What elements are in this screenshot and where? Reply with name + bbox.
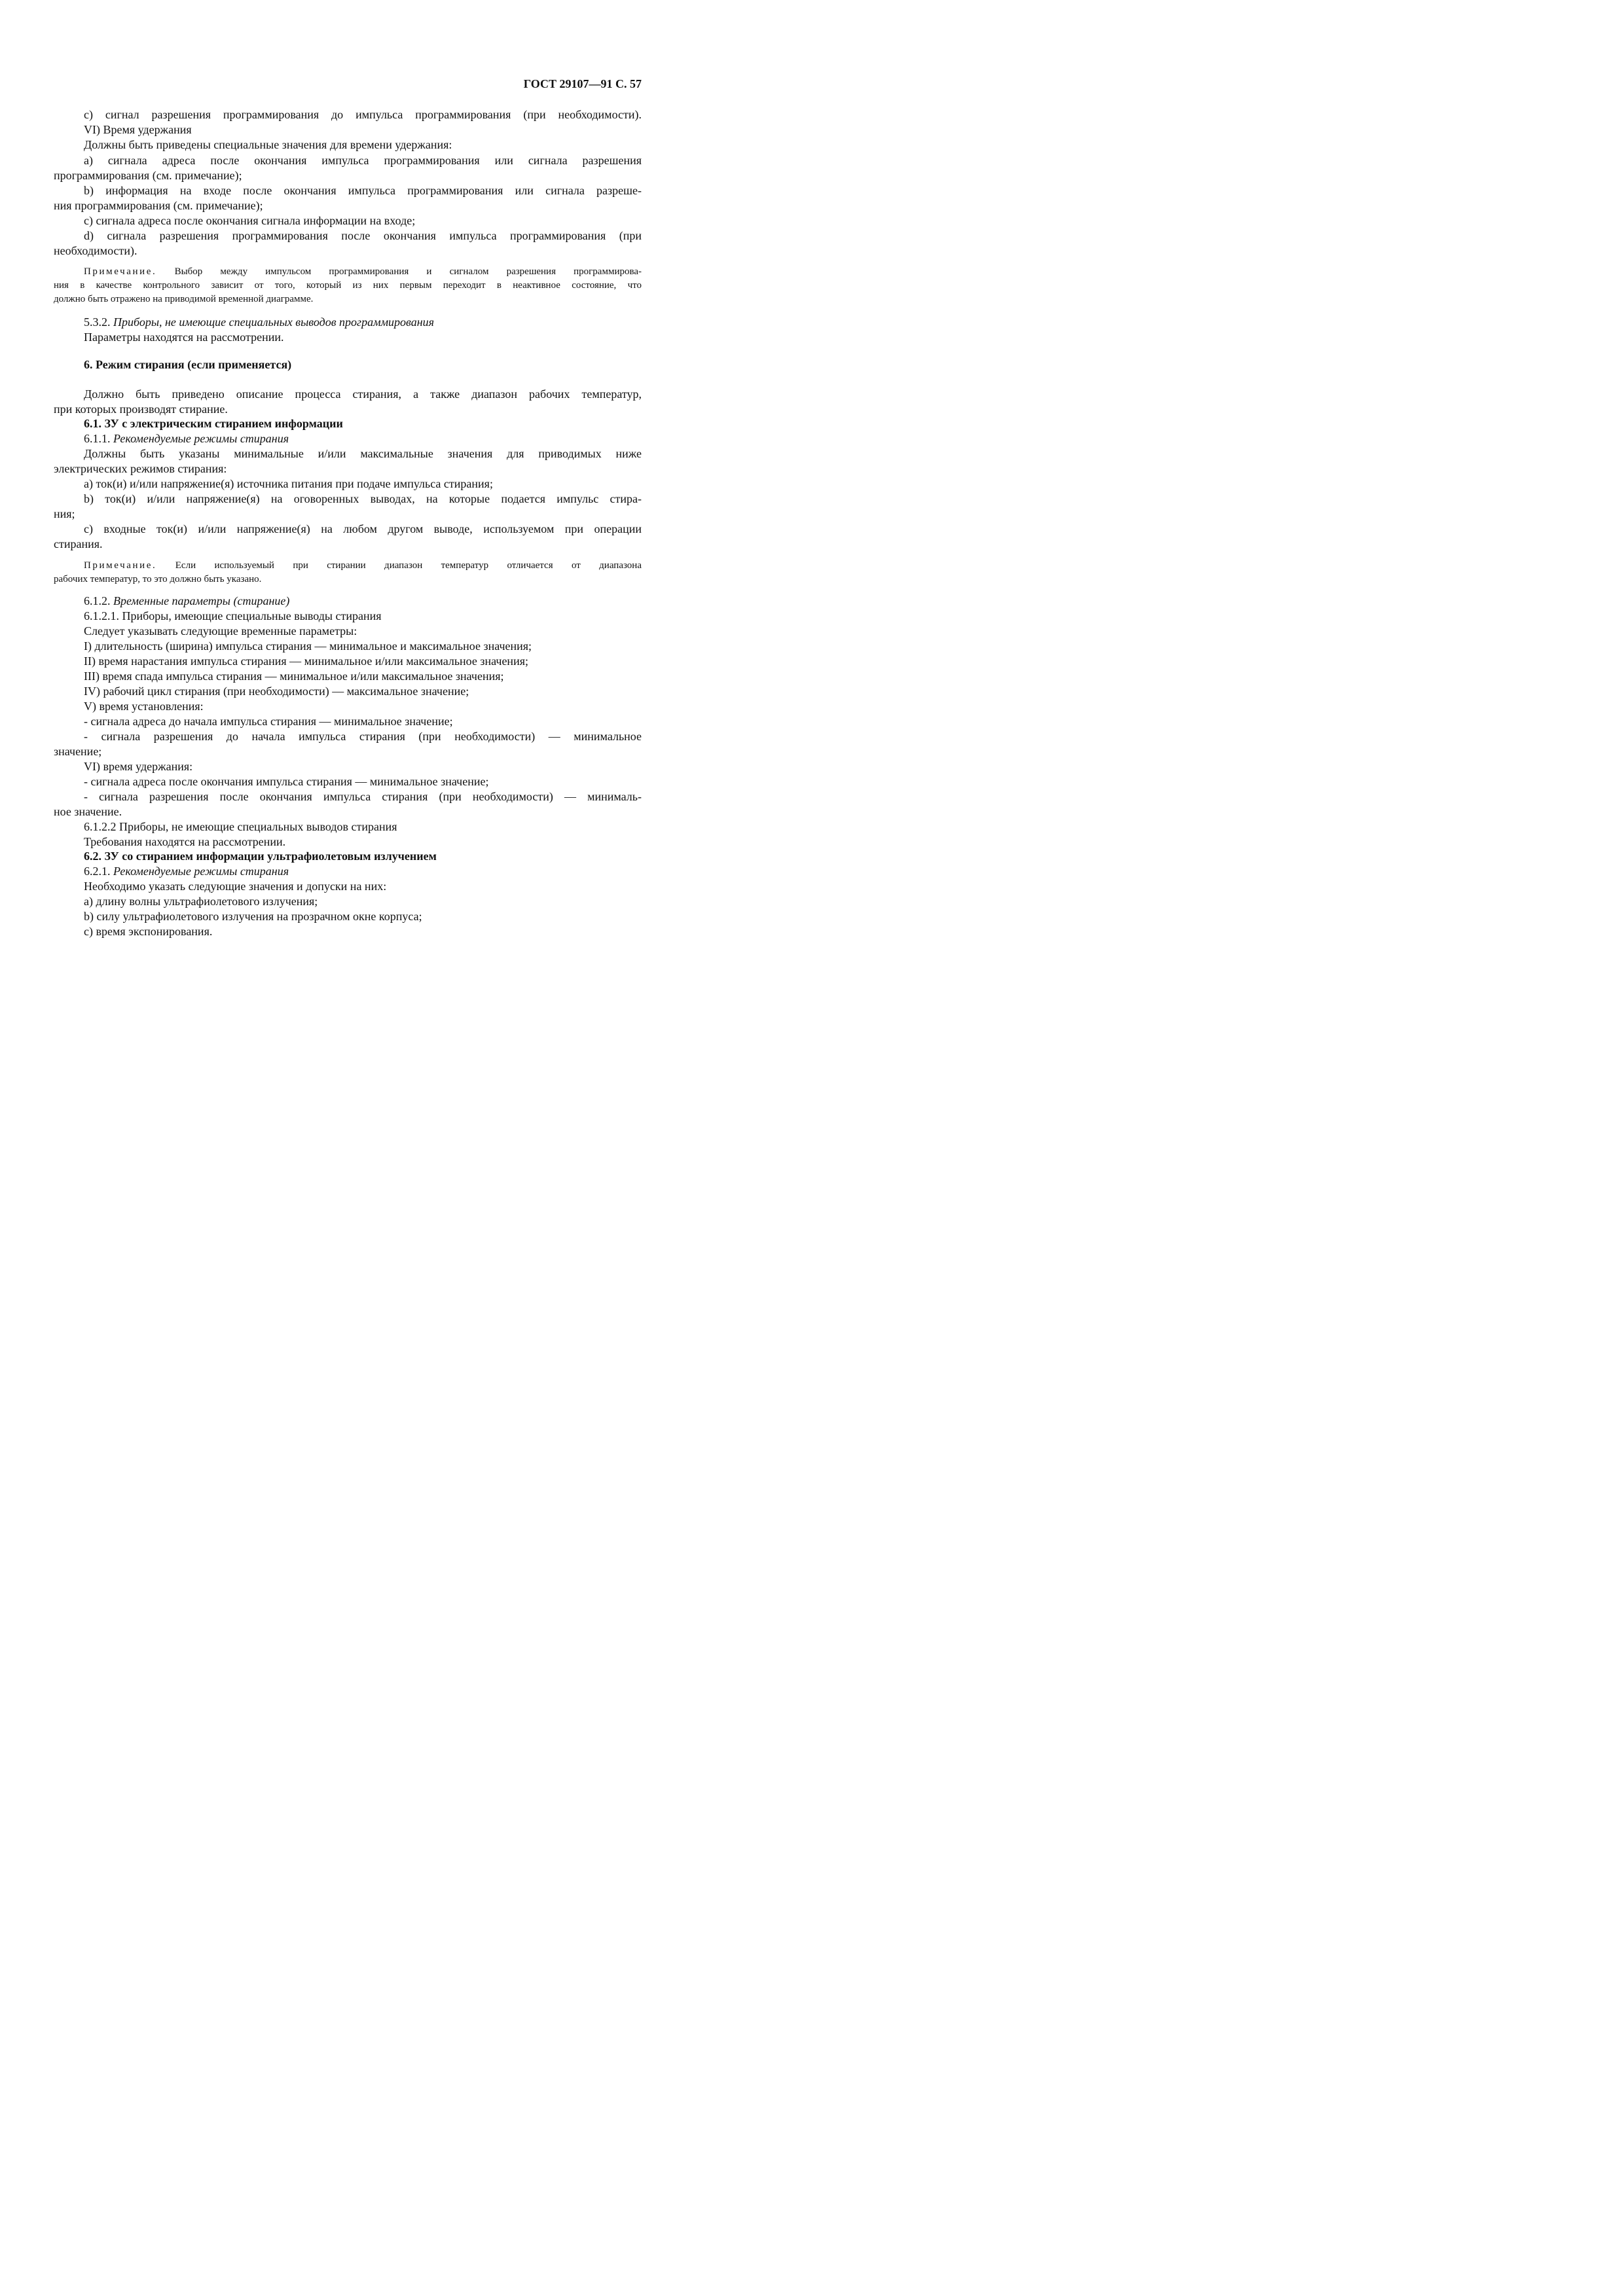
text-line: стирания. [54, 537, 103, 550]
text-line: ное значение. [54, 805, 122, 818]
text-line: необходимости). [54, 244, 137, 257]
section-number: 6.1.1. [84, 432, 111, 445]
text-line: VI) Время удержания [84, 123, 192, 136]
section-title: Приборы, не имеющие специальных выводов программирования [113, 315, 435, 329]
text-line: Должны быть приведены специальные значения для времени удержания: [84, 138, 452, 151]
text-line: Требования находятся на рассмотрении. [84, 835, 286, 848]
text-line: c) сигнала адреса после окончания сигнала информации на входе; [84, 214, 416, 227]
text-line: программирования (см. примечание); [54, 169, 242, 182]
text-line: Параметры находятся на рассмотрении. [84, 331, 284, 344]
text-line: a) ток(и) и/или напряжение(я) источника питания при подаче импульса стирания; [84, 477, 493, 490]
section-heading [54, 315, 642, 329]
note-text: Выбор между импульсом программирования и сигналом разрешения программирова- [174, 266, 642, 277]
note-line: рабочих температур, то это должно быть указано. [54, 574, 262, 584]
section-heading [54, 594, 642, 608]
section-title: Рекомендуемые режимы стирания [113, 432, 289, 445]
text-line: 6.1.2.2 Приборы, не имеющие специальных выводов стирания [84, 820, 397, 833]
text-line: значение; [54, 745, 102, 758]
note-first-line [54, 558, 642, 573]
section-title: Временные параметры (стирание) [113, 594, 290, 607]
note-line: должно быть отражено на приводимой временной диаграмме. [54, 294, 314, 304]
text-line: ния; [54, 507, 75, 520]
section-number: 6.2.1. [84, 865, 111, 878]
text-line: c) входные ток(и) и/или напряжение(я) на любом другом выводе, используемом при операции [84, 522, 642, 535]
section-heading [54, 431, 642, 446]
section-number: 5.3.2. [84, 315, 111, 329]
text-line: b) информация на входе после окончания импульса программирования или сигнала разреше- [84, 184, 642, 197]
page-header: ГОСТ 29107—91 С. 57 [523, 77, 642, 90]
text-line: b) силу ультрафиолетового излучения на прозрачном окне корпуса; [84, 910, 422, 923]
note-label: Примечание. [84, 560, 157, 571]
text-line: Необходимо указать следующие значения и допуски на них: [84, 880, 387, 893]
text-line: - сигнала разрешения до начала импульса стирания (при необходимости) — минимальное [84, 730, 642, 743]
text-line: c) сигнал разрешения программирования до импульса программирования (при необходимости). [84, 108, 642, 121]
text-line: ния программирования (см. примечание); [54, 199, 263, 212]
note-first-line [54, 264, 642, 279]
text-line: 6.1.2.1. Приборы, имеющие специальные выводы стирания [84, 609, 382, 622]
note-text: Если используемый при стирании диапазон температур отличается от диапазона [175, 560, 642, 571]
text-line: I) длительность (ширина) импульса стирания — минимальное и максимальное значения; [84, 639, 532, 653]
text-line: II) время нарастания импульса стирания — минимальное и/или максимальное значения; [84, 655, 528, 668]
text-line: a) длину волны ультрафиолетового излучения; [84, 895, 318, 908]
text-line: a) сигнала адреса после окончания импульса программирования или сигнала разрешения [84, 154, 642, 167]
text-line: IV) рабочий цикл стирания (при необходимости) — максимальное значение; [84, 685, 469, 698]
section-heading: 6.2. ЗУ со стиранием информации ультрафиолетовым излучением [84, 850, 437, 863]
note-line: ния в качестве контрольного зависит от того, который из них первым переходит в неактивное состояние, что [54, 280, 642, 291]
section-number: 6.1.2. [84, 594, 111, 607]
text-line: - сигнала адреса после окончания импульса стирания — минимальное значение; [84, 775, 489, 788]
text-line: - сигнала разрешения после окончания импульса стирания (при необходимости) — минималь- [84, 790, 642, 803]
section-heading [54, 864, 642, 878]
text-line: III) время спада импульса стирания — минимальное и/или максимальное значения; [84, 670, 504, 683]
text-line: Должны быть указаны минимальные и/или максимальные значения для приводимых ниже [84, 447, 642, 460]
text-line: - сигнала адреса до начала импульса стирания — минимальное значение; [84, 715, 453, 728]
text-line: Следует указывать следующие временные параметры: [84, 624, 357, 637]
text-line: электрических режимов стирания: [54, 462, 227, 475]
text-line: при которых производят стирание. [54, 403, 228, 416]
section-heading: 6.1. ЗУ с электрическим стиранием информации [84, 417, 343, 430]
text-line: V) время установления: [84, 700, 204, 713]
text-line: VI) время удержания: [84, 760, 193, 773]
text-line: Должно быть приведено описание процесса стирания, а также диапазон рабочих температур, [84, 387, 642, 401]
text-line: d) сигнала разрешения программирования после окончания импульса программирования (при [84, 229, 642, 242]
text-line: b) ток(и) и/или напряжение(я) на оговоренных выводах, на которые подается импульс стира- [84, 492, 642, 505]
section-title: Рекомендуемые режимы стирания [113, 865, 289, 878]
chapter-heading: 6. Режим стирания (если применяется) [84, 358, 292, 371]
text-line: c) время экспонирования. [84, 925, 213, 938]
note-label: Примечание. [84, 266, 157, 277]
